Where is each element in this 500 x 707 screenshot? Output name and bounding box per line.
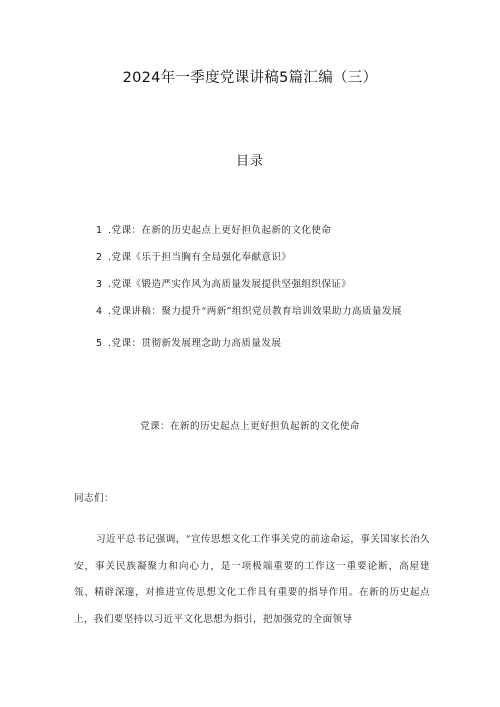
toc-item[interactable] <box>96 335 441 353</box>
body-paragraph: 习近平总书记强调，“宣传思想文化工作事关党的前途命运，事关国家长治久安，事关民族凝聚力和向心力，是一项极端重要的工作这一重要论断，高屋建瓴、精辟深邃，对推进宣传思想文化工作具有重要的指导作用。在新的历史起点上，我们要坚持以习近平文化思想为指引，把加强党的全面领导 <box>74 534 430 625</box>
toc-item-number: 1 <box>96 225 103 236</box>
toc-item-number: 3 <box>96 279 103 290</box>
toc-heading: 目录 <box>235 154 264 169</box>
toc-item[interactable] <box>96 222 441 240</box>
salutation: 同志们： <box>74 493 114 504</box>
table-of-contents <box>96 222 441 362</box>
toc-item-text: .党课：在新的历史起点上更好担负起新的文化使命 <box>108 225 332 236</box>
toc-item-text: .党课：贯彻新发展理念助力高质量发展 <box>108 338 282 349</box>
section-title: 党课：在新的历史起点上更好担负起新的文化使命 <box>140 421 360 432</box>
toc-item-text: .党课《乐于担当胸有全局强化奉献意识》 <box>108 252 292 263</box>
toc-item-text: .党课《锻造严实作风为高质量发展提供坚强组织保证》 <box>108 279 352 290</box>
toc-item-number: 2 <box>96 252 103 263</box>
document-title: 2024年一季度党课讲稿5篇汇编（三） <box>122 70 378 86</box>
toc-item[interactable] <box>96 276 441 294</box>
toc-item-number: 5 <box>96 338 103 349</box>
toc-item-number: 4 <box>96 306 103 317</box>
toc-item-text: .党课讲稿：聚力提升“两新”组织党员教育培训效果助力高质量发展 <box>108 306 402 317</box>
toc-item[interactable] <box>96 249 441 267</box>
toc-item[interactable] <box>96 303 441 326</box>
